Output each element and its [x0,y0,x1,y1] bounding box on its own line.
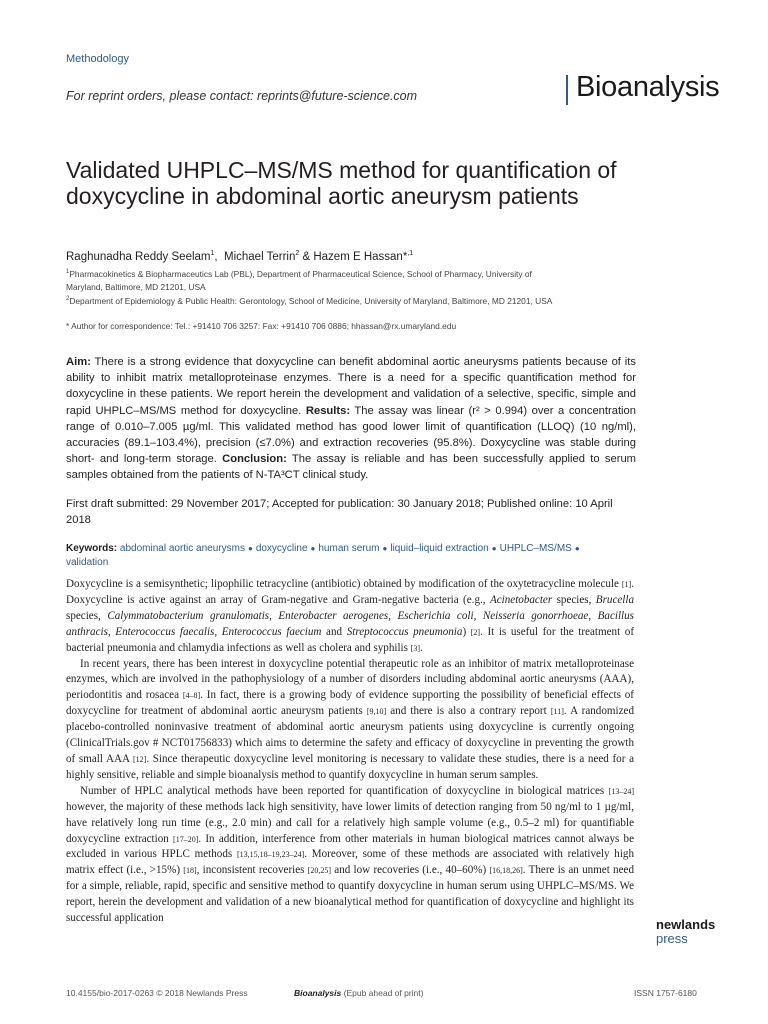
keyword-dot-icon: ● [247,544,253,553]
keyword-dot-icon: ● [491,544,497,553]
abstract-aim-label: Aim: [66,356,91,368]
keyword-link[interactable]: abdominal aortic aneurysms [119,543,245,554]
citation-link[interactable]: [17–20] [173,834,199,844]
text-run: . In addition, interference from other materials in human biological matrices cannot always be excluded in various HPLC methods [66,832,634,861]
species-name: Acinetobacter [489,593,553,606]
text-run: species, [552,593,596,606]
citation-link[interactable]: [12] [133,754,147,764]
citation-link[interactable]: [18] [183,866,197,876]
text-run: . Moreover, some of these methods are associated with relatively high matrix effect (i.e., >15%) [66,848,634,877]
keywords [66,542,646,570]
author-separator: , [214,250,224,263]
affiliation-2 [66,293,566,308]
affiliation-text: Department of Epidemiology & Public Health: Gerontology, School of Medicine, University of Maryland, Baltimore, MD 21201, USA [69,295,553,306]
keyword-link[interactable]: liquid–liquid extraction [390,543,489,554]
footer-journal [294,988,423,998]
species-name: Brucella [595,593,634,606]
text-run: . A randomized placebo-controlled noninvasive treatment of abdominal aortic aneurysm patients using doxycycline is currently ongoing (ClinicalTrials.gov # NCT01756833) which aims to determine the safety and efficacy of doxycycline in preventing the growth of small AAA [66,705,634,765]
keyword-dot-icon: ● [574,544,580,553]
paragraph-3 [66,784,634,927]
text-run: . Doxycycline is active against an array of Gram-negative and Gram-negative bacteria (e.g., [66,578,634,606]
citation-link[interactable]: [2] [470,627,481,637]
text-run: . Since therapeutic doxycycline level monitoring is necessary to validate these studies, there is a need for a highly sensitive, reliable and simple bioanalysis method to quantify doxycycline in human serum samples. [66,752,634,781]
paragraph-2 [66,657,634,784]
text-run: . In fact, there is a growing body of evidence supporting the possibility of beneficial effects of doxycycline for treatment of abdominal aortic aneurysm patients [66,689,634,718]
text-run: . [420,641,423,654]
abstract [66,354,636,484]
abstract-results: The assay was linear (r² > 0.994) over a concentration range of 0.010–7.005 µg/ml. This validated method has good lower limit of quantification (LLOQ) (10 ng/ml), accuracies (89.1–103.4%), precision (≤7.0%) and extraction recoveries (95.8%). Doxycycline was stable during short- and long-term storage. [66,404,636,466]
author-name: Hazem E Hassan* [313,250,408,263]
text-run: and there is also a contrary report [386,705,551,718]
citation-link[interactable]: [13–24] [608,786,634,796]
abstract-conclusion-label: Conclusion: [222,453,287,466]
keyword-link[interactable]: doxycycline [255,543,308,554]
journal-logo: Bioanalysis [576,71,720,103]
publication-dates: First draft submitted: 29 November 2017; Accepted for publication: 30 January 2018; Published online: 10 April 2018 [66,498,613,526]
citation-link[interactable]: [4–8] [182,691,201,701]
text-run: ) [462,625,471,638]
text-run: and [321,625,347,638]
text-run: species, [66,609,108,622]
text-run: , inconsistent recoveries [196,864,308,877]
affiliation-sup: 2 [66,296,70,302]
text-run: and low recoveries (i.e., 40–60%) [331,864,490,877]
text-run: In recent years, there has been interest in doxycycline potential therapeutic role as an inhibitor of matrix metalloproteinase enzymes, which are involved in the pathophysiology of a number of disorders including abdominal aortic aneurysms (AAA), periodontitis and rosacea [66,657,634,702]
species-name: Streptococcus pneumonia [346,625,463,638]
author-name: Michael Terrin [224,250,296,263]
keyword-link[interactable]: validation [66,557,109,568]
citation-link[interactable]: [20,25] [307,866,332,876]
keyword-dot-icon: ● [382,544,388,553]
keywords-label: Keywords: [66,543,118,554]
citation-link[interactable]: [9,10] [366,707,387,717]
species-name: Calymmatobacterium granulomatis, Enterobacter aerogenes, Escherichia coli, Neisseria gonorrhoeae, Bacillus anthracis, Enterococcus faecalis, Enterococcus faecium [66,609,634,638]
affiliation-1 [66,266,566,294]
affiliation-sup: 1 [66,269,70,275]
section-tag: Methodology [66,53,129,65]
author-list [66,250,413,263]
publisher-name-line2: press [656,931,688,946]
text-run: Number of HPLC analytical methods have been reported for quantification of doxycycline in biological matrices [80,784,609,797]
text-run: however, the majority of these methods lack high sensitivity, have lower limits of detection ranging from 50 ng/ml to 1 µg/ml, have relatively long run time (e.g., 2.0 min) and call for a relatively high sample volume (e.g., 0.5–2 ml) for quantifiable doxycycline extraction [66,800,634,845]
keyword-dot-icon: ● [310,544,316,553]
abstract-results-label: Results: [305,404,351,417]
reprint-notice: For reprint orders, please contact: reprints@future-science.com [66,89,418,103]
citation-link[interactable]: [1] [621,580,632,589]
abstract-conclusion: The assay is reliable and has been successfully applied to serum samples obtained from the patients of N-TA³CT clinical study. [66,453,636,482]
footer-doi: 10.4155/bio-2017-0263 © 2018 Newlands Press [66,988,248,998]
footer-issn: ISSN 1757-6180 [634,988,697,998]
journal-divider [566,75,568,105]
text-run: Doxycycline is a semisynthetic; lipophilic tetracycline (antibiotic) obtained by modification of the oxytetracycline molecule [66,578,622,590]
abstract-aim: There is a strong evidence that doxycycline can benefit abdominal aortic aneurysms patients because of its ability to inhibit matrix metalloproteinase enzymes. There is a need for a specific quantification method for doxycycline in these patients. We report herein the development and validation of a selective, specific, simple and rapid UHPLC–MS/MS method for doxycycline. [66,356,636,417]
citation-link[interactable]: [11] [550,707,564,717]
author-name: Raghunadha Reddy Seelam [66,250,211,263]
author-sup: ,1 [407,250,414,257]
footer-journal-name: Bioanalysis [294,988,342,998]
body-text [66,577,634,927]
citation-link[interactable]: [16,18,26] [489,866,523,876]
correspondence: * Author for correspondence: Tel.: +91410 706 3257: Fax: +91410 706 0886; hhassan@rx.umaryland.edu [66,321,457,331]
author-amp: & [299,250,314,263]
author-sup: 2 [295,250,300,257]
author-sup: 1 [210,250,215,257]
affiliation-text: Pharmacokinetics & Biopharmaceutics Lab (PBL), Department of Pharmaceutical Science, School of Pharmacy, University of Maryland, Baltimore, MD 21201, USA [66,268,532,292]
citation-link[interactable]: [3] [410,643,421,653]
keyword-link[interactable]: human serum [318,543,380,554]
publisher-name-line1: newlands [656,917,716,932]
publisher-logo [656,918,736,946]
article-title: Validated UHPLC–MS/MS method for quantification of doxycycline in abdominal aortic aneurysm patients [66,157,617,209]
footer-status: (Epub ahead of print) [341,988,424,998]
paragraph-1 [66,577,634,657]
keyword-link[interactable]: UHPLC–MS/MS [499,543,572,554]
text-run: . It is useful for the treatment of bacterial pneumonia and chlamydia infections as well as cholera and syphilis [66,625,635,654]
citation-link[interactable]: [13,15,18–19,23–24] [236,850,305,860]
text-run: . There is an unmet need for a simple, reliable, rapid, specific and sensitive method to quantify doxycycline in human serum using UHPLC–MS/MS. We report, herein the development and validation of a new bioanalytical method for quantification of doxycycline and highlight its successful application [66,864,634,925]
